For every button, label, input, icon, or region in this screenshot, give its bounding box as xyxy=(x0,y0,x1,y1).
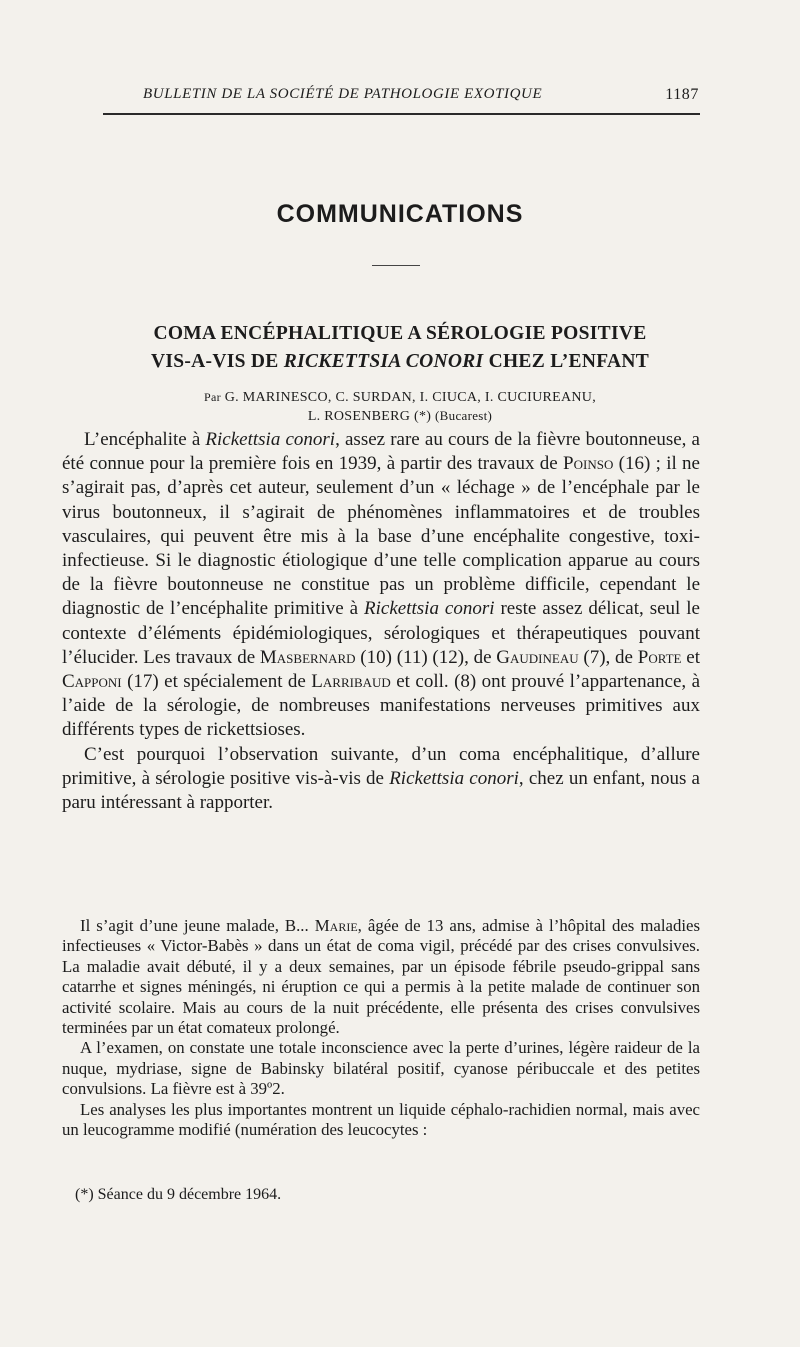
journal-title: BULLETIN DE LA SOCIÉTÉ DE PATHOLOGIE EXOTIQUE xyxy=(143,86,543,102)
authors-line-2: L. ROSENBERG (*) (Bucarest) xyxy=(307,408,493,424)
page-number: 1187 xyxy=(665,86,699,103)
case-history-paragraph: Il s’agit d’une jeune malade, B... Marie, âgée de 13 ans, admise à l’hôpital des maladies infectieuses « Victor-Babès » dans un état de coma vigil, précédé par des crises convulsives. La maladie avait débuté, il y a deux semaines, par un épisode fébrile pseudo-grippal sans catarrhe et signes méningés, ni éruption ce qui a permis à la petite malade de continuer son activité scolaire. Mais au cours de la nuit précédente, elle présenta des crises convulsives terminées par un état comateux prolongé. xyxy=(62,916,700,1038)
article-title-line-1: COMA ENCÉPHALITIQUE A SÉROLOGIE POSITIVE xyxy=(153,323,647,344)
authors-line-1: Par G. MARINESCO, C. SURDAN, I. CIUCA, I. CUCIUREANU, xyxy=(203,390,597,405)
header-rule xyxy=(103,113,700,115)
case-report xyxy=(62,916,700,1140)
intro-paragraph: L’encéphalite à Rickettsia conori, assez rare au cours de la fièvre boutonneuse, a été connue pour la première fois en 1939, à partir des travaux de Poinso (16) ; il ne s’agirait pas, d’après cet auteur, seulement d’un « léchage » de l’encéphale par le virus boutonneux, il s’agirait de phénomènes inflammatoires et de troubles vasculaires, qui peuvent être mis à la base d’une encéphalite congestive, toxi-infectieuse. Si le diagnostic étiologique d’une telle complication apparue au cours de la fièvre boutonneuse ne constitue pas un problème difficile, cependant le diagnostic de l’encéphalite primitive à Rickettsia conori reste assez délicat, seul le contexte d’éléments épidémiologiques, sérologiques et thérapeutiques pouvant l’élucider. Les travaux de Masbernard (10) (11) (12), de Gaudineau (7), de Porte et Capponi (17) et spécialement de Larribaud et coll. (8) ont prouvé l’appartenance, à l’aide de la sérologie, de nombreuses manifestations nerveuses primitives aux différents types de rickettsioses. xyxy=(62,429,700,741)
author-list xyxy=(40,388,760,426)
section-divider xyxy=(372,265,420,266)
article-title xyxy=(40,320,760,376)
affiliation: (Bucarest) xyxy=(435,408,493,423)
article-body xyxy=(62,428,700,815)
organism-name: RICKETTSIA CONORI xyxy=(283,351,484,372)
article-title-line-2: VIS-A-VIS DE RICKETTSIA CONORI CHEZ L’ENFANT xyxy=(150,351,650,372)
section-title: COMMUNICATIONS xyxy=(276,200,524,228)
case-examination-paragraph: A l’examen, on constate une totale inconscience avec la perte d’urines, légère raideur de la nuque, mydriase, signe de Babinsky bilatéral positif, cyanose péribuccale et des petites convulsions. La fièvre est à 39º2. xyxy=(62,1038,700,1099)
motivation-paragraph: C’est pourquoi l’observation suivante, d’un coma encéphalitique, d’allure primitive, à sérologie positive vis-à-vis de Rickettsia conori, chez un enfant, nous a paru intéressant à rapporter. xyxy=(62,743,700,814)
footnote: (*) Séance du 9 décembre 1964. xyxy=(75,1186,282,1203)
case-analyses-paragraph: Les analyses les plus importantes montrent un liquide céphalo-rachidien normal, mais avec un leucogramme modifié (numération des leucocytes : xyxy=(62,1099,700,1140)
